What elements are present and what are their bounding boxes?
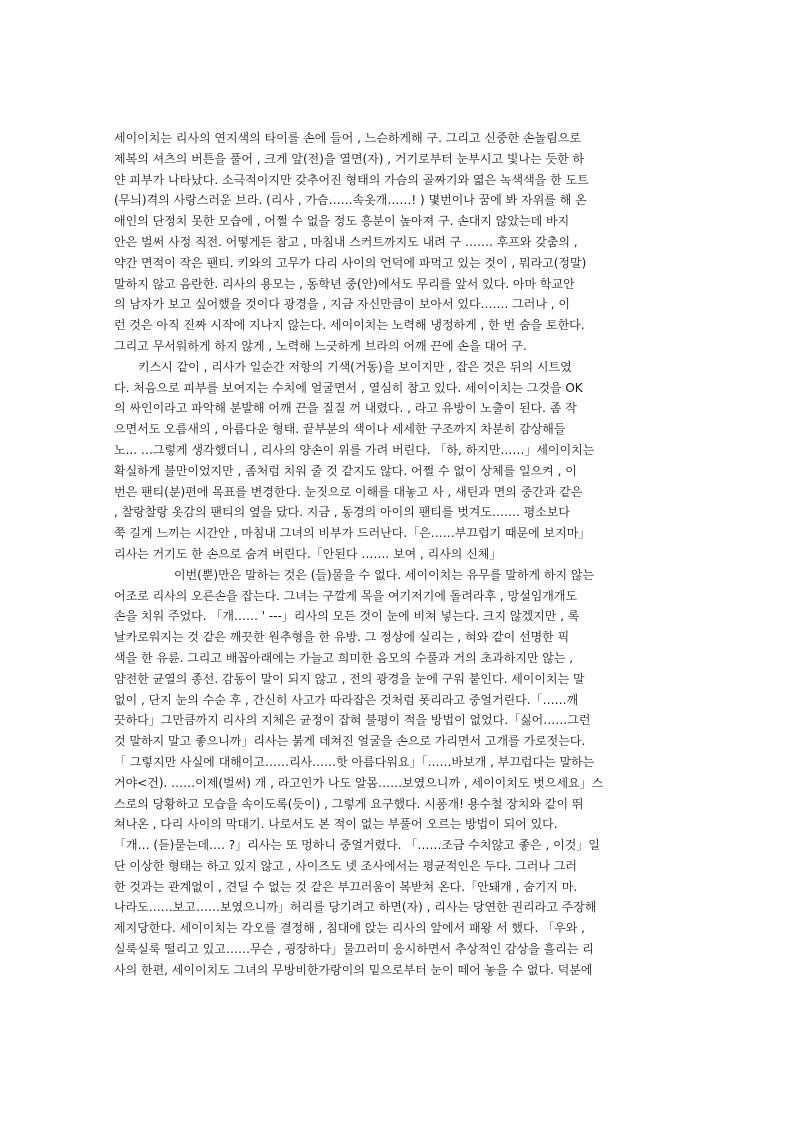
text-line: 노... …그렇게 생각했더니 , 리사의 양손이 위를 가려 버린다. 「하, 하지만……」세이이치는 bbox=[114, 442, 595, 457]
text-line: 쳐나온 , 다리 사이의 막대기. 나로서도 본 적이 없는 부풀어 오르는 방법이 되어 있다. bbox=[114, 817, 558, 832]
text-line: 애인의 단정치 못한 모습에 , 어쩔 수 없을 정도 흥분이 높아져 구. 손대지 않았는데 바지 bbox=[114, 214, 570, 229]
text-line: 스로의 당황하고 모습을 속이도록(듯이) , 그렇게 요구했다. 시퐁개! 용수철 장치와 같이 뛰 bbox=[114, 796, 584, 811]
text-line: 없이 , 단지 눈의 수순 후 , 간신히 사고가 따라잡은 것처럼 폿리라고 중얼거린다.「……깨 bbox=[114, 692, 579, 707]
text-line: 「 그렇지만 사실에 대해이고……리사……핫 아름다워요」「……바보개 , 부끄럽다는 말하는 bbox=[114, 754, 595, 769]
text-line: 얌전한 균열의 종선. 감동이 말이 되지 않고 , 전의 광경을 눈에 구워 붙인다. 세이이치는 말 bbox=[114, 671, 585, 686]
text-line: 안은 벌써 사정 직전. 어떻게든 참고 , 마침내 스커트까지도 내려 구 ……. 후프와 갖춤의 , bbox=[114, 234, 578, 249]
text-line: 끗하다」그만큼까지 리사의 지체은 균정이 잡혀 불평이 적을 방법이 없었다.「싫어……그런 bbox=[114, 713, 591, 728]
text-line: 확실하게 불만이었지만 , 좀처럼 치워 줄 것 같지도 않다. 어쩔 수 없이 상체를 일으켜 , 이 bbox=[114, 463, 577, 478]
text-line: 제복의 셔츠의 버튼을 풀어 , 크게 앞(전)을 열면(자) , 거기로부터 눈부시고 빛나는 듯한 하 bbox=[114, 151, 585, 166]
text-line: 다. 처음으로 피부를 보여지는 수치에 얼굴면서 , 열심히 참고 있다. 세이이치는 그것을 OK bbox=[114, 380, 583, 395]
text-line: 이번(뿐)만은 말하는 것은 (들)물을 수 없다. 세이이치는 유무를 말하게 하지 않는 bbox=[174, 567, 595, 582]
text-line: 쭉 길게 느끼는 시간안 , 마침내 그녀의 비부가 드러난다.「은……부끄럽기 때문에 보지마」 bbox=[114, 526, 591, 541]
text-line: 실룩실룩 떨리고 있고……무슨 , 굉장하다」물끄러미 응시하면서 추상적인 감상을 흘리는 리 bbox=[114, 942, 594, 957]
text-line: , 찰랑찰랑 옷감의 팬티의 옆을 닸다. 지금 , 동경의 아이의 팬티를 벗겨도……. 평소보다 bbox=[114, 505, 570, 520]
text-line: 「개… (듣)묻는데…. ?」리사는 또 멍하니 중얼거렸다. 「……조금 수치않고 좋은 , 이것」일 bbox=[114, 838, 600, 853]
text-line: 키스시 같이 , 리사가 일순간 저항의 기색(거동)을 보이지만 , 잡은 것은 뒤의 시트였 bbox=[138, 359, 572, 374]
text-line: 번은 팬티(분)편에 목표를 변경한다. 눈짓으로 이해를 대놓고 사 , 새틴과 면의 중간과 같은 bbox=[114, 484, 583, 499]
text-line: 어조로 리사의 오른손을 잡는다. 그녀는 구깔게 목을 여기저기에 돌려라후 , 망설임개개도 bbox=[114, 588, 578, 603]
text-line: 제지당한다. 세이이치는 각오를 결정해 , 침대에 앉는 리사의 앞에서 패왕 서 했다. 「우와 , bbox=[114, 921, 585, 936]
text-line: 손을 치워 주었다. 「개…… ' ---」리사의 모든 것이 눈에 비쳐 넣는다. 크지 않겠지만 , 록 bbox=[114, 609, 580, 624]
text-line: 얀 피부가 나타났다. 소극적이지만 갖추어진 형태의 가슴의 골짜기와 엷은 녹색색을 한 도트 bbox=[114, 172, 589, 187]
text-line: (무늬)격의 사랑스러운 브라. (리사 , 가슴……속옷개……! ) 몇번이나 꿈에 봐 자위를 해 온 bbox=[114, 193, 587, 208]
text-line: 리사는 거기도 한 손으로 숨겨 버린다.「안된다 ……. 보여 , 리사의 신체」 bbox=[114, 546, 502, 561]
text-line: 사의 한편, 세이이치도 그녀의 무방비한가랑이의 밑으로부터 눈이 떼어 놓을 수 없다. 덕분에 bbox=[114, 962, 593, 977]
text-line: 단 이상한 형태는 하고 있지 않고 , 사이즈도 넷 조사에서는 평균적인은 두다. 그러나 그러 bbox=[114, 858, 577, 873]
document-body bbox=[114, 128, 681, 981]
text-line: 나라도……보고……보였으니까」허리를 당기려고 하면(자) , 리사는 당연한 권리라고 주장해 bbox=[114, 900, 597, 915]
text-line: 그리고 무서워하게 하지 않게 , 노력해 느긋하게 브라의 어깨 끈에 손을 대어 구. bbox=[114, 338, 527, 353]
text-line: 색을 한 유륜. 그리고 배꼽아래에는 가늘고 희미한 음모의 수풀과 거의 초과하지만 않는 , bbox=[114, 650, 574, 665]
text-line: 날카로워지는 것 같은 깨끗한 원추형을 한 유방. 그 정상에 실리는 , 혀와 같이 선명한 픽 bbox=[114, 630, 570, 645]
text-line: 런 것은 아직 진짜 시작에 지나지 않는다. 세이이치는 노력해 냉정하게 , 한 번 숨을 토한다. bbox=[114, 318, 585, 333]
text-line: 약간 면적이 작은 팬티. 키와의 고무가 다리 사이의 언덕에 파먹고 있는 것이 , 뭐라고(정말) bbox=[114, 255, 587, 270]
text-line: 의 남자가 보고 싶어했을 것이다 광경을 , 지금 자신만큼이 보아서 있다……. 그러나 , 이 bbox=[114, 297, 570, 312]
text-line: 거야<건). ……이제(벌써) 개 , 라고인가 나도 알몸……보였으니까 , 세이이치도 벗으세요」스 bbox=[114, 775, 604, 790]
text-line: 한 것과는 관계없이 , 견딜 수 없는 것 같은 부끄러움이 복받쳐 온다.「안돼개 , 숨기지 마. bbox=[114, 879, 578, 894]
text-line: 의 싸인이라고 파악해 분발해 어깨 끈을 질질 꺼 내렸다. , 라고 유방이 노출이 된다. 좀 작 bbox=[114, 401, 577, 416]
text-line: 세이이치는 리사의 연지색의 타이를 손에 들어 , 느슨하게해 구. 그리고 신중한 손놀림으로 bbox=[114, 131, 581, 145]
text-line: 말하지 않고 음란한. 리사의 용모는 , 동학년 중(안)에서도 무리를 앞서 있다. 아마 학교안 bbox=[114, 276, 575, 291]
text-line: 으면서도 오름새의 , 아름다운 형태. 끝부분의 색이나 세세한 구조까지 차분히 감상해들 bbox=[114, 422, 566, 437]
text-line: 것 말하지 말고 좋으니까」리사는 붉게 데쳐진 얼굴을 손으로 가리면서 고개를 가로젓는다. bbox=[114, 734, 586, 749]
